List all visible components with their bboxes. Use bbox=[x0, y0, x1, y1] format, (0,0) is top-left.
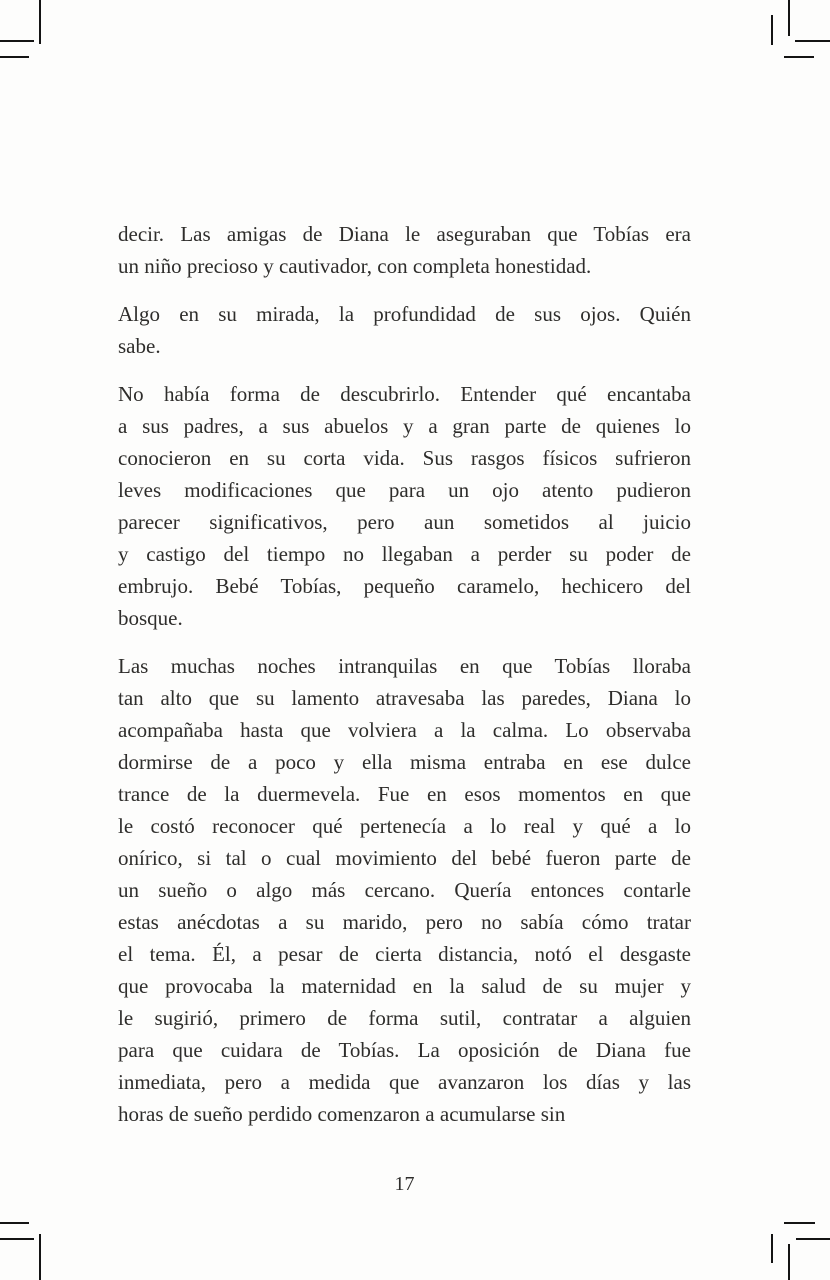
text-line: un niño precioso y cautivador, con completa honestidad. bbox=[118, 254, 592, 278]
text-line: parecer significativos, pero aun sometidos al juicio bbox=[118, 510, 691, 534]
crop-mark-bottom-left-vertical bbox=[39, 1234, 41, 1280]
text-line: horas de sueño perdido comenzaron a acumularse sin bbox=[118, 1102, 566, 1126]
crop-mark-bottom-right-vertical bbox=[771, 1234, 773, 1263]
text-line: embrujo. Bebé Tobías, pequeño caramelo, hechicero del bbox=[118, 574, 691, 598]
crop-mark-bottom-left-horizontal-2 bbox=[0, 1238, 34, 1240]
crop-mark-bottom-left-horizontal bbox=[0, 1222, 29, 1224]
crop-mark-bottom-right-horizontal bbox=[784, 1222, 815, 1224]
text-line: conocieron en su corta vida. Sus rasgos físicos sufrieron bbox=[118, 446, 691, 470]
text-line: bosque. bbox=[118, 606, 183, 630]
text-line: decir. Las amigas de Diana le aseguraban que Tobías era bbox=[118, 222, 691, 246]
text-line: tan alto que su lamento atravesaba las paredes, Diana lo bbox=[118, 686, 691, 710]
text-line: onírico, si tal o cual movimiento del bebé fueron parte de bbox=[118, 846, 691, 870]
text-line: Las muchas noches intranquilas en que Tobías lloraba bbox=[118, 654, 691, 678]
crop-mark-top-left-vertical bbox=[39, 0, 41, 44]
text-line: inmediata, pero a medida que avanzaron los días y las bbox=[118, 1070, 691, 1094]
crop-mark-top-right-horizontal-2 bbox=[784, 56, 814, 58]
text-line: que provocaba la maternidad en la salud de su mujer y bbox=[118, 974, 691, 998]
crop-mark-bottom-right-horizontal-2 bbox=[796, 1238, 830, 1240]
text-line: a sus padres, a sus abuelos y a gran parte de quienes lo bbox=[118, 414, 691, 438]
crop-mark-top-right-vertical bbox=[788, 0, 790, 36]
text-line: un sueño o algo más cercano. Quería entonces contarle bbox=[118, 878, 691, 902]
text-line: leves modificaciones que para un ojo atento pudieron bbox=[118, 478, 691, 502]
crop-mark-top-right-horizontal bbox=[795, 40, 830, 42]
crop-mark-bottom-right-vertical-2 bbox=[788, 1244, 790, 1280]
crop-mark-top-left-horizontal-2 bbox=[0, 56, 29, 58]
text-line: le costó reconocer qué pertenecía a lo real y qué a lo bbox=[118, 814, 691, 838]
text-line: sabe. bbox=[118, 334, 161, 358]
text-line: trance de la duermevela. Fue en esos momentos en que bbox=[118, 782, 691, 806]
crop-mark-top-right-vertical-2 bbox=[771, 15, 773, 45]
page-number: 17 bbox=[394, 1173, 415, 1195]
paragraph bbox=[118, 378, 691, 634]
paragraph bbox=[118, 650, 691, 1130]
text-line: acompañaba hasta que volviera a la calma. Lo observaba bbox=[118, 718, 691, 742]
crop-mark-top-left-horizontal bbox=[0, 40, 34, 42]
text-line: Algo en su mirada, la profundidad de sus ojos. Quién bbox=[118, 302, 691, 326]
text-line: le sugirió, primero de forma sutil, contratar a alguien bbox=[118, 1006, 691, 1030]
text-line: dormirse de a poco y ella misma entraba en ese dulce bbox=[118, 750, 691, 774]
text-block bbox=[118, 218, 691, 1130]
text-line: y castigo del tiempo no llegaban a perder su poder de bbox=[118, 542, 691, 566]
text-line: No había forma de descubrirlo. Entender qué encantaba bbox=[118, 382, 691, 406]
text-line: para que cuidara de Tobías. La oposición de Diana fue bbox=[118, 1038, 691, 1062]
text-line: el tema. Él, a pesar de cierta distancia, notó el desgaste bbox=[118, 942, 691, 966]
paragraph bbox=[118, 218, 691, 282]
paragraph bbox=[118, 298, 691, 362]
text-line: estas anécdotas a su marido, pero no sabía cómo tratar bbox=[118, 910, 691, 934]
